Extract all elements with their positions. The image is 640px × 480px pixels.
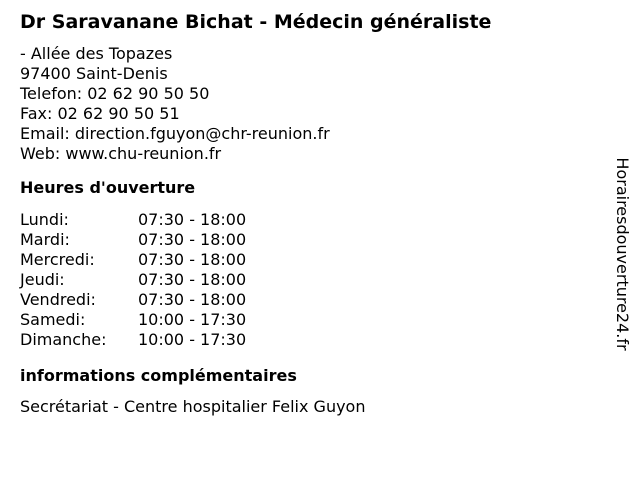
hours-row — [20, 230, 600, 250]
hours-time: 10:00 - 17:30 — [138, 310, 247, 329]
city-address: 97400 Saint-Denis — [20, 64, 168, 83]
hours-time: 07:30 - 18:00 — [138, 270, 247, 289]
hours-row — [20, 210, 600, 230]
hours-day: Lundi: — [20, 210, 69, 229]
additional-info-text: Secrétariat - Centre hospitalier Felix Guyon — [20, 397, 366, 416]
hours-time: 07:30 - 18:00 — [138, 230, 247, 249]
hours-day: Vendredi: — [20, 290, 96, 309]
hours-time: 07:30 - 18:00 — [138, 290, 247, 309]
business-card — [20, 10, 600, 417]
hours-day: Dimanche: — [20, 330, 107, 349]
contact-block — [20, 44, 600, 164]
additional-info-heading: informations complémentaires — [20, 366, 297, 385]
opening-hours-table — [20, 210, 600, 350]
website-address: Web: www.chu-reunion.fr — [20, 144, 222, 163]
street-address: - Allée des Topazes — [20, 44, 173, 63]
page-title: Dr Saravanane Bichat - Médecin généraliste — [20, 11, 492, 33]
hours-row — [20, 270, 600, 290]
hours-row — [20, 290, 600, 310]
hours-time: 10:00 - 17:30 — [138, 330, 247, 349]
hours-day: Mercredi: — [20, 250, 95, 269]
hours-row — [20, 330, 600, 350]
hours-time: 07:30 - 18:00 — [138, 210, 247, 229]
hours-row — [20, 310, 600, 330]
site-watermark: Horairesdouverture24.fr — [613, 157, 632, 351]
hours-day: Mardi: — [20, 230, 70, 249]
hours-row — [20, 250, 600, 270]
opening-hours-heading: Heures d'ouverture — [20, 178, 196, 197]
hours-day: Samedi: — [20, 310, 86, 329]
hours-time: 07:30 - 18:00 — [138, 250, 247, 269]
phone-number: Telefon: 02 62 90 50 50 — [20, 84, 210, 103]
hours-day: Jeudi: — [20, 270, 65, 289]
email-address: Email: direction.fguyon@chr-reunion.fr — [20, 124, 330, 143]
fax-number: Fax: 02 62 90 50 51 — [20, 104, 180, 123]
